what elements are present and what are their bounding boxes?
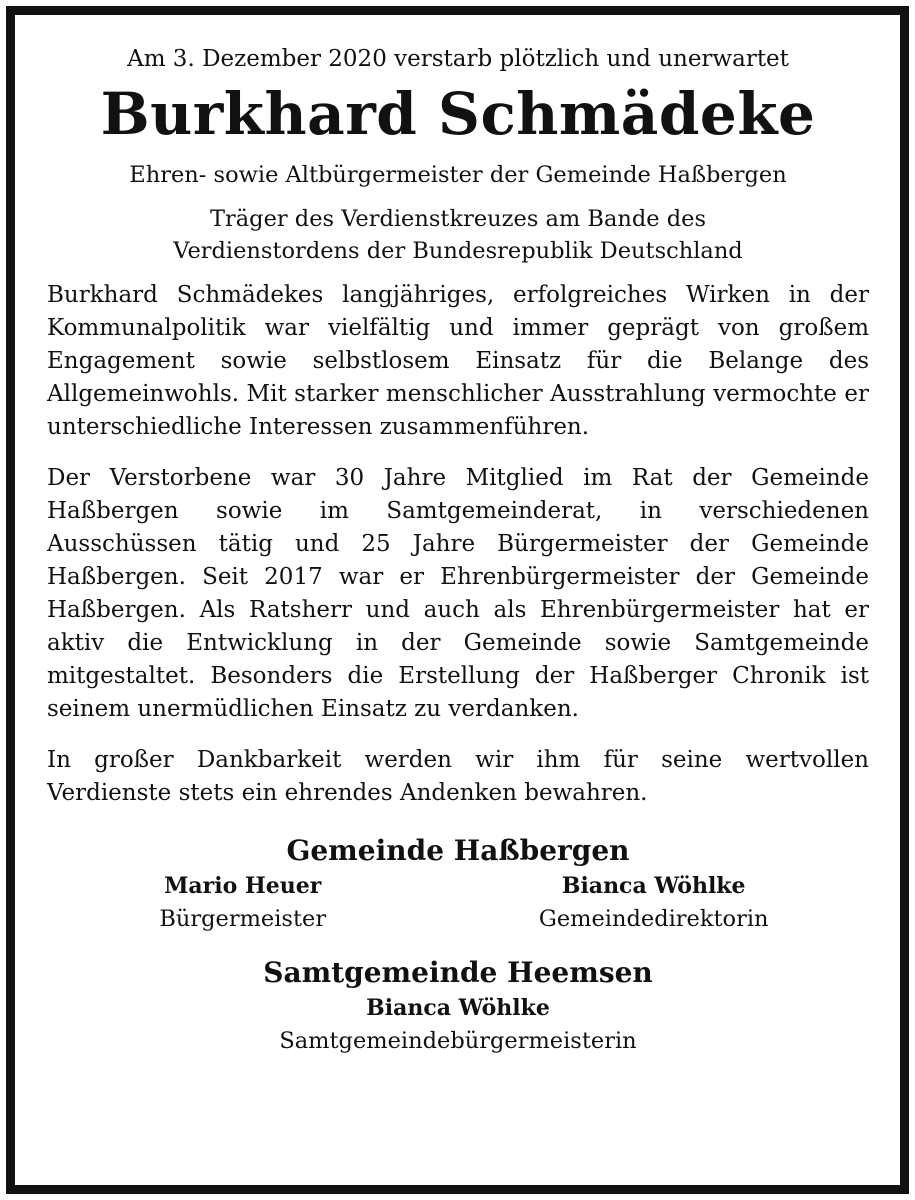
- award-line: [47, 203, 869, 267]
- signer-name: Bianca Wöhlke: [366, 995, 550, 1021]
- paragraph-3: In großer Dankbarkeit werden wir ihm für seine wertvollen Verdienste stets ein ehrendes Andenken bewahren.: [47, 747, 869, 806]
- org-name-hassbergen: Gemeinde Haßbergen: [286, 834, 630, 867]
- obituary-notice: [47, 44, 869, 1058]
- paragraph-2: Der Verstorbene war 30 Jahre Mitglied im Rat der Gemeinde Haßbergen sowie im Samtgemeinderat, in verschiedenen Ausschüssen tätig und 25 Jahre Bürgermeister der Gemeinde Haßbergen. Seit 2017 war er Ehrenbürgermeister der Gemeinde Haßbergen. Als Ratsherr und auch als Ehrenbürgermeister hat er aktiv die Entwicklung in der Gemeinde sowie Samtgemeinde mitgestaltet. Besonders die Erstellung der Haßberger Chronik ist seinem unermüdlichen Einsatz zu verdanken.: [47, 465, 869, 722]
- deceased-name: Burkhard Schmädeke: [100, 80, 816, 148]
- award-line-1: Träger des Verdienstkreuzes am Bande des: [209, 206, 706, 232]
- honor-title: Ehren- sowie Altbürgermeister der Gemeinde Haßbergen: [129, 162, 787, 188]
- signer-name: Mario Heuer: [164, 873, 322, 899]
- signature-row: [47, 870, 869, 936]
- paragraph-1: Burkhard Schmädekes langjähriges, erfolgreiches Wirken in der Kommunalpolitik war vielfältig und immer geprägt von großem Engagement sowie selbstlosem Einsatz für die Belange des Allgemeinwohls. Mit starker menschlicher Ausstrahlung vermochte er unterschiedliche Interessen zusammenführen.: [47, 282, 869, 440]
- signature-right: [438, 870, 869, 936]
- signer-name: Bianca Wöhlke: [561, 873, 746, 899]
- signature-left: [47, 870, 438, 936]
- org-name-heemsen: Samtgemeinde Heemsen: [263, 956, 653, 989]
- signer-role: Samtgemeindebürgermeisterin: [279, 1028, 637, 1054]
- award-line-2: Verdienstordens der Bundesrepublik Deutschland: [173, 238, 743, 264]
- intro-line: Am 3. Dezember 2020 verstarb plötzlich und unerwartet: [127, 46, 789, 72]
- signer-role: Bürgermeister: [159, 906, 327, 932]
- signer-role: Gemeindedirektorin: [538, 906, 769, 932]
